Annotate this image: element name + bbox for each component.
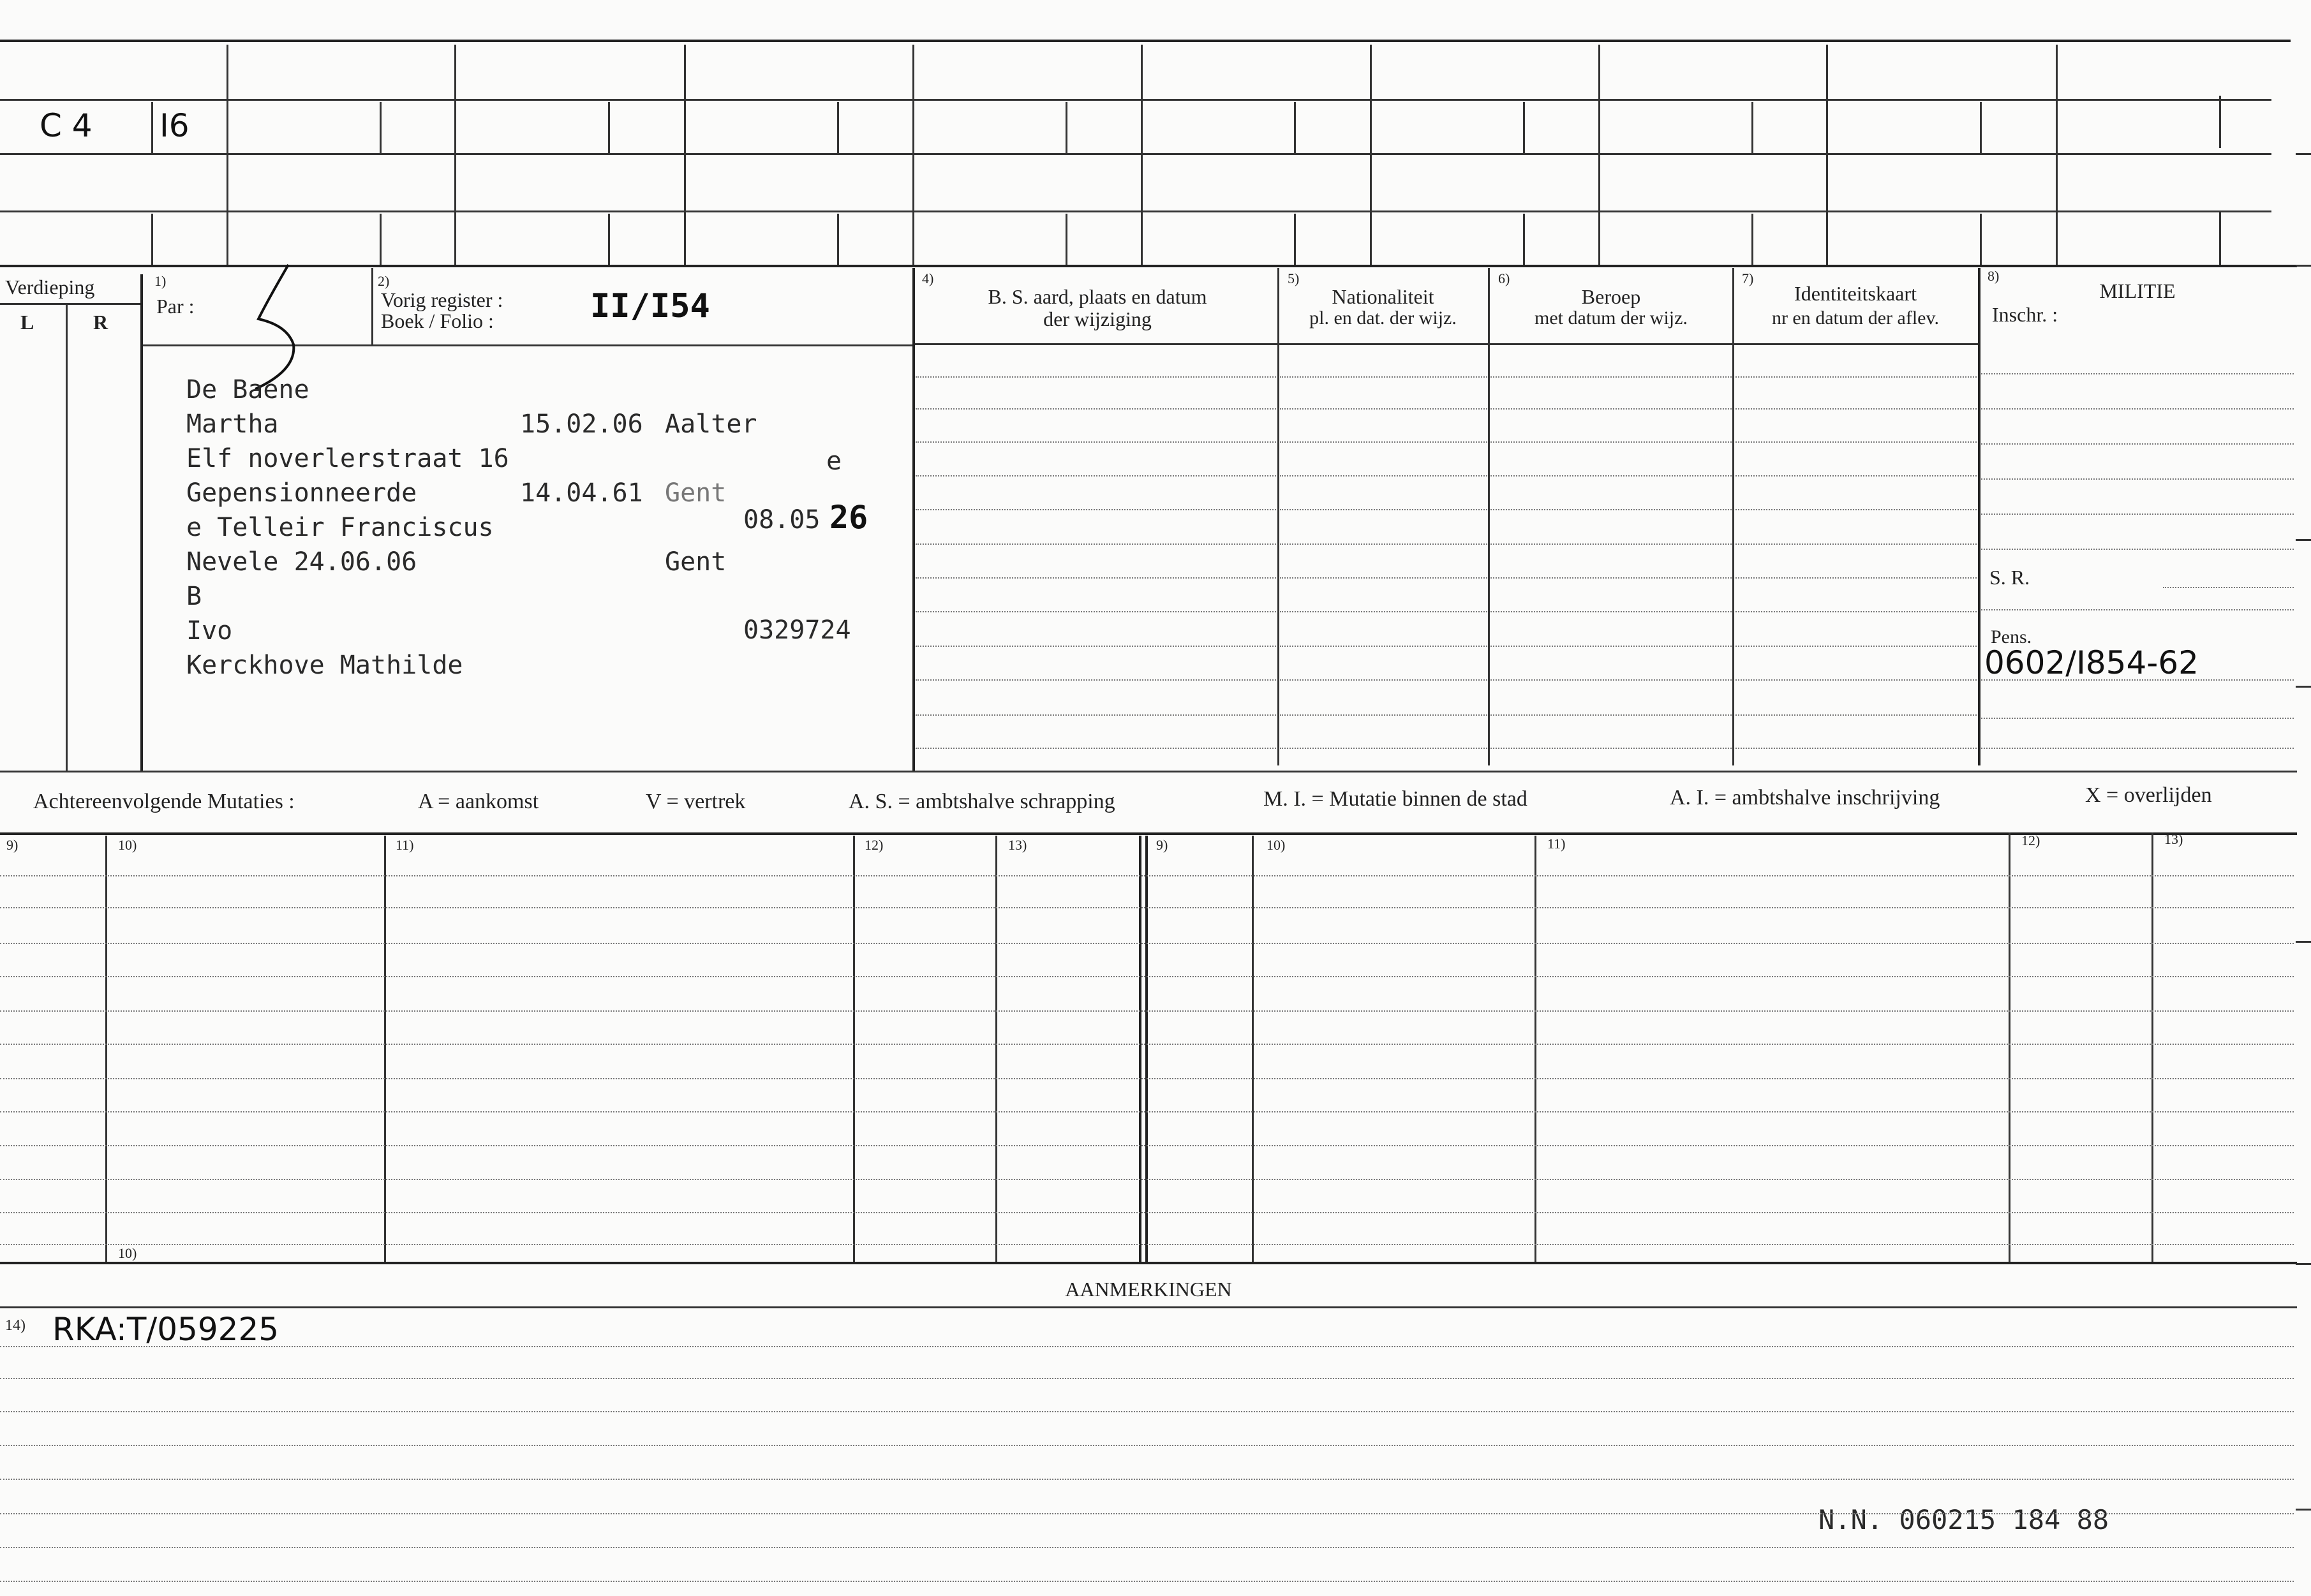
- mutaties-title: Achtereenvolgende Mutaties :: [33, 790, 295, 813]
- col-1-number: 1): [154, 273, 167, 289]
- record-line-b: B: [186, 582, 202, 611]
- verdieping-label: Verdieping: [5, 276, 95, 299]
- bs-header-line1: B. S. aard, plaats en datum: [988, 285, 1207, 308]
- sr-label: S. R.: [1989, 566, 2030, 589]
- record-line-surname: De Baene: [186, 375, 309, 404]
- mut-right-col-9: 9): [1156, 837, 1168, 853]
- identiteitskaart-line2: nr en datum der aflev.: [1771, 307, 1940, 329]
- inschr-label: Inschr. :: [1992, 303, 2058, 326]
- verdieping-r-label: R: [93, 311, 108, 334]
- nevele-place: Gent: [665, 547, 727, 577]
- legend-overlijden: X = overlijden: [2085, 783, 2212, 807]
- remark-number: 14): [5, 1317, 26, 1334]
- index-code: C 4: [40, 107, 93, 144]
- mut-left-col-12: 12): [865, 837, 884, 853]
- mut-bottom-col-10: 10): [118, 1245, 137, 1261]
- record-line-spouse-birth: Nevele 24.06.06: [186, 547, 417, 577]
- nn-value: N.N. 060215 184 88: [1818, 1504, 2109, 1535]
- par-label: Par :: [156, 295, 195, 318]
- bs-header-line2: der wijziging: [1043, 307, 1152, 330]
- mark-e: e: [826, 447, 842, 476]
- record-line-ivo: Ivo: [186, 616, 233, 646]
- col-5-number: 5): [1288, 270, 1300, 286]
- aanmerkingen-rule: [0, 1306, 2297, 1308]
- mut-left-col-9: 9): [6, 837, 19, 853]
- mut-left-col-10: 10): [118, 837, 137, 853]
- mut-right-col-13: 13): [2164, 831, 2183, 847]
- record-line-firstname: Martha: [186, 410, 279, 439]
- legend-mutatie-binnen-stad: M. I. = Mutatie binnen de stad: [1263, 787, 1527, 811]
- legend-ambtshalve-schrapping: A. S. = ambtshalve schrapping: [849, 790, 1115, 813]
- record-line-address: Elf noverlerstraat 16: [186, 444, 509, 473]
- pension-place: Gent: [665, 478, 727, 508]
- legend-ambtshalve-inschrijving: A. I. = ambtshalve inschrijving: [1670, 786, 1940, 809]
- verdieping-l-label: L: [20, 311, 34, 334]
- beroep-line2: met datum der wijz.: [1534, 307, 1688, 329]
- id-number: 0329724: [743, 616, 851, 645]
- mut-left-col-11: 11): [396, 837, 414, 853]
- beroep-line1: Beroep: [1581, 285, 1641, 308]
- aanmerkingen-title: AANMERKINGEN: [1065, 1278, 1232, 1301]
- identiteitskaart-line1: Identiteitskaart: [1794, 282, 1917, 305]
- legend-vertrek: V = vertrek: [646, 790, 746, 813]
- col-7-number: 7): [1742, 270, 1754, 286]
- record-line-spouse: e Telleir Franciscus: [186, 513, 494, 542]
- mut-right-col-12: 12): [2021, 832, 2040, 848]
- boek-folio-label: Boek / Folio :: [381, 309, 494, 332]
- militie-label: MILITIE: [2099, 279, 2176, 302]
- register-value: II/I54: [590, 287, 710, 325]
- legend-aankomst: A = aankomst: [418, 790, 539, 813]
- record-line-occupation: Gepensionneerde: [186, 478, 417, 508]
- col-4-number: 4): [922, 270, 934, 286]
- col-2-number: 2): [378, 273, 390, 289]
- record-line-mother: Kerckhove Mathilde: [186, 651, 463, 680]
- vorig-register-label: Vorig register :: [381, 288, 503, 311]
- birth-place: Aalter: [665, 410, 757, 439]
- index-number: I6: [160, 107, 189, 144]
- pens-label: Pens.: [1991, 626, 2032, 647]
- rka-value: RKA:T/059225: [52, 1311, 279, 1348]
- mut-right-col-10: 10): [1267, 837, 1286, 853]
- col-8-number: 8): [1988, 268, 2000, 284]
- marriage-year: 26: [829, 499, 868, 536]
- par-handwritten-mark: [249, 262, 325, 389]
- mut-left-col-13: 13): [1008, 837, 1027, 853]
- pension-date: 14.04.61: [520, 478, 643, 508]
- nationaliteit-line1: Nationaliteit: [1332, 285, 1434, 308]
- mut-right-col-11: 11): [1547, 836, 1566, 852]
- nationaliteit-line2: pl. en dat. der wijz.: [1309, 307, 1457, 329]
- birth-date: 15.02.06: [520, 410, 643, 439]
- marriage-date: 08.05: [743, 505, 821, 535]
- pens-value: 0602/I854-62: [1984, 644, 2199, 681]
- col-6-number: 6): [1498, 270, 1510, 286]
